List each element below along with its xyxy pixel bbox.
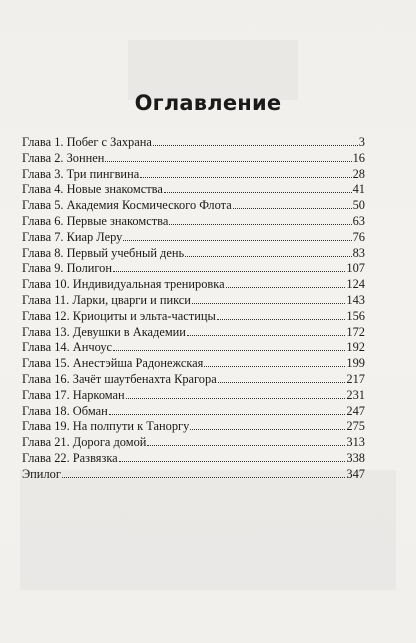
toc-entry-title: Глава 16. Зачёт шаутбенахта Крагора (22, 371, 217, 386)
toc-entry-page-number: 41 (352, 182, 365, 197)
toc-entry (22, 151, 365, 167)
toc-entry-page-number: 231 (346, 387, 365, 402)
toc-entry (22, 198, 365, 214)
toc-entry-title: Глава 2. Зоннен (22, 150, 105, 165)
toc-entry-title: Глава 17. Наркоман (22, 387, 125, 402)
toc-entry (22, 325, 365, 341)
toc-entry-page-number: 247 (346, 403, 365, 418)
toc-entry-page-number: 338 (346, 450, 365, 465)
toc-entry (22, 246, 365, 262)
toc-entry-title: Глава 8. Первый учебный день (22, 245, 185, 260)
toc-entry (22, 277, 365, 293)
dot-leader (113, 349, 345, 351)
toc-entry-page-number: 107 (346, 261, 365, 276)
toc-entry-title: Глава 6. Первые знакомства (22, 213, 169, 228)
toc-entry-page-number: 217 (346, 371, 365, 386)
dot-leader (226, 286, 346, 288)
toc-entry-page-number: 3 (358, 135, 365, 149)
toc-entry-title: Глава 19. На полпути к Таноргу (22, 419, 190, 434)
toc-entry-page-number: 347 (346, 466, 365, 481)
toc-entry (22, 182, 365, 198)
toc-entry-page-number: 83 (352, 245, 365, 260)
toc-entry (22, 214, 365, 230)
toc-entry-title: Глава 22. Развязка (22, 450, 118, 465)
dot-leader (119, 460, 346, 462)
toc-entry (22, 167, 365, 183)
toc-entry-page-number: 50 (352, 198, 365, 213)
toc-entry-title: Глава 4. Новые знакомства (22, 182, 163, 197)
toc-entry-title: Глава 14. Анчоус (22, 340, 113, 355)
toc-entry (22, 230, 365, 246)
toc-entry (22, 451, 365, 467)
toc-entry-title: Глава 18. Обман (22, 403, 108, 418)
toc-entry-page-number: 313 (346, 435, 365, 450)
dot-leader (217, 318, 346, 320)
dot-leader (233, 207, 352, 209)
dot-leader (140, 176, 351, 178)
toc-entry-title: Глава 5. Академия Космического Флота (22, 198, 232, 213)
toc-entry-title: Глава 12. Криоциты и эльта-частицы (22, 308, 216, 323)
dot-leader (169, 223, 351, 225)
dot-leader (105, 160, 351, 162)
toc-entry (22, 404, 365, 420)
toc-entry (22, 309, 365, 325)
dot-leader (123, 239, 351, 241)
toc-entry-page-number: 28 (352, 166, 365, 181)
bleed-through-shadow (20, 470, 396, 590)
toc-entry-page-number: 172 (346, 324, 365, 339)
toc-entry (22, 435, 365, 451)
toc-entry-page-number: 63 (352, 213, 365, 228)
toc-entry (22, 388, 365, 404)
dot-leader (192, 302, 345, 304)
dot-leader (147, 444, 345, 446)
dot-leader (109, 413, 346, 415)
toc-entry-title: Глава 21. Дорога домой (22, 435, 147, 450)
toc-entry (22, 135, 365, 151)
toc-entry-page-number: 143 (346, 292, 365, 307)
toc-entry (22, 372, 365, 388)
toc-entry (22, 261, 365, 277)
toc-entry-page-number: 76 (352, 229, 365, 244)
toc-entry (22, 340, 365, 356)
dot-leader (153, 144, 358, 146)
toc-entry-page-number: 275 (346, 419, 365, 434)
dot-leader (185, 255, 351, 257)
toc-entry-title: Глава 15. Анестэйша Радонежская (22, 356, 204, 371)
toc-entry (22, 419, 365, 435)
toc-entry-title: Глава 13. Девушки в Академии (22, 324, 186, 339)
dot-leader (218, 381, 346, 383)
dot-leader (113, 270, 345, 272)
dot-leader (62, 476, 346, 478)
toc-entry-title: Глава 11. Ларки, цварги и пикси (22, 292, 191, 307)
toc-entry (22, 467, 365, 483)
toc-entry-page-number: 156 (346, 308, 365, 323)
toc-entry (22, 356, 365, 372)
table-of-contents (22, 135, 365, 483)
toc-entry-title: Глава 9. Полигон (22, 261, 112, 276)
toc-entry-page-number: 16 (352, 150, 365, 165)
toc-entry-title: Глава 1. Побег с Захрана (22, 135, 152, 149)
dot-leader (204, 365, 345, 367)
toc-entry-page-number: 192 (346, 340, 365, 355)
dot-leader (190, 428, 345, 430)
toc-entry-page-number: 124 (346, 277, 365, 292)
toc-entry-title: Глава 3. Три пингвина (22, 166, 140, 181)
toc-entry-title: Эпилог (22, 466, 61, 481)
dot-leader (187, 334, 345, 336)
dot-leader (126, 397, 346, 399)
toc-entry-title: Глава 7. Киар Леру (22, 229, 123, 244)
page-title: Оглавление (134, 91, 282, 115)
toc-entry (22, 293, 365, 309)
toc-entry-page-number: 199 (346, 356, 365, 371)
dot-leader (164, 191, 352, 193)
toc-entry-title: Глава 10. Индивидуальная тренировка (22, 277, 225, 292)
